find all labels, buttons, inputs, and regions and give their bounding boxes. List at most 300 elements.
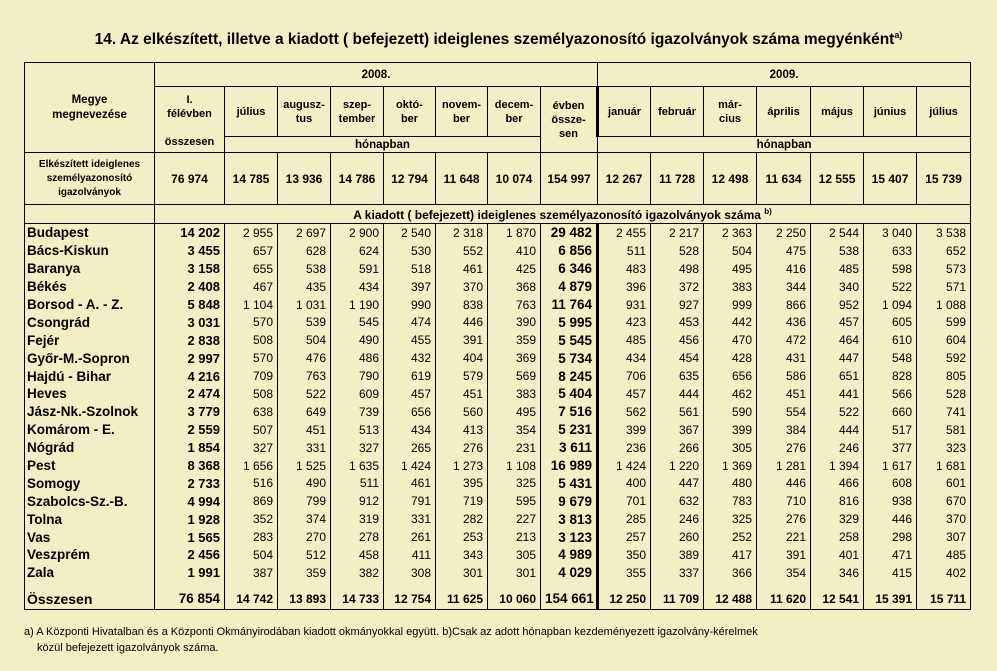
cell-value: 1 424 xyxy=(598,457,651,475)
cell-value: 799 xyxy=(278,492,331,510)
cell-value: 655 xyxy=(225,260,278,278)
cell-value: 451 xyxy=(278,421,331,439)
cell-value: 8 245 xyxy=(541,367,598,385)
prepared-value: 13 936 xyxy=(278,153,331,205)
cell-value: 1 088 xyxy=(917,296,971,314)
total-value: 11 625 xyxy=(436,588,488,610)
cell-value: 539 xyxy=(278,313,331,331)
cell-value: 522 xyxy=(864,278,917,296)
table-row xyxy=(25,242,971,260)
month-unit-2008: hónapban xyxy=(225,137,541,153)
cell-value: 455 xyxy=(384,331,436,349)
cell-value: 329 xyxy=(811,510,864,528)
cell-value: 3 031 xyxy=(155,313,225,331)
county-name: Zala xyxy=(25,564,155,582)
cell-value: 451 xyxy=(436,385,488,403)
cell-value: 569 xyxy=(488,367,541,385)
cell-value: 257 xyxy=(598,528,651,546)
cell-value: 472 xyxy=(757,331,811,349)
cell-value: 1 108 xyxy=(488,457,541,475)
total-value: 76 854 xyxy=(155,588,225,610)
cell-value: 508 xyxy=(225,331,278,349)
table-row xyxy=(25,224,971,242)
cell-value: 391 xyxy=(757,546,811,564)
cell-value: 252 xyxy=(704,528,757,546)
county-name: Szabolcs-Sz.-B. xyxy=(25,492,155,510)
cell-value: 462 xyxy=(704,385,757,403)
month-unit-2009: hónapban xyxy=(598,137,971,153)
month-2008-header: július xyxy=(225,87,278,137)
cell-value: 344 xyxy=(757,278,811,296)
year-2009-header: 2009. xyxy=(598,63,971,87)
cell-value: 610 xyxy=(864,331,917,349)
total-value: 12 250 xyxy=(598,588,651,610)
cell-value: 474 xyxy=(384,313,436,331)
table-row xyxy=(25,564,971,582)
cell-value: 2 250 xyxy=(757,224,811,242)
cell-value: 3 040 xyxy=(864,224,917,242)
cell-value: 1 104 xyxy=(225,296,278,314)
prepared-value: 12 555 xyxy=(811,153,864,205)
cell-value: 660 xyxy=(864,403,917,421)
cell-value: 1 681 xyxy=(917,457,971,475)
cell-value: 1 031 xyxy=(278,296,331,314)
cell-value: 739 xyxy=(331,403,384,421)
prepared-value: 11 728 xyxy=(651,153,704,205)
cell-value: 2 733 xyxy=(155,474,225,492)
cell-value: 2 838 xyxy=(155,331,225,349)
cell-value: 652 xyxy=(917,242,971,260)
cell-value: 399 xyxy=(598,421,651,439)
cell-value: 518 xyxy=(384,260,436,278)
table-row xyxy=(25,278,971,296)
cell-value: 451 xyxy=(757,385,811,403)
cell-value: 638 xyxy=(225,403,278,421)
cell-value: 2 318 xyxy=(436,224,488,242)
cell-value: 402 xyxy=(917,564,971,582)
cell-value: 305 xyxy=(704,439,757,457)
cell-value: 391 xyxy=(436,331,488,349)
cell-value: 522 xyxy=(278,385,331,403)
table-row xyxy=(25,349,971,367)
cell-value: 270 xyxy=(278,528,331,546)
cell-value: 1 870 xyxy=(488,224,541,242)
cell-value: 2 455 xyxy=(598,224,651,242)
cell-value: 368 xyxy=(488,278,541,296)
cell-value: 548 xyxy=(864,349,917,367)
cell-value: 464 xyxy=(811,331,864,349)
cell-value: 3 779 xyxy=(155,403,225,421)
cell-value: 431 xyxy=(757,349,811,367)
cell-value: 670 xyxy=(917,492,971,510)
cell-value: 838 xyxy=(436,296,488,314)
footnote-line-1: a) A Központi Hivatalban és a Központi Okmányirodában kiadott okmányokkal együtt. b)Csak az adott hónapban kezdeményezett igazolvány-kérelmek xyxy=(24,626,758,638)
cell-value: 2 900 xyxy=(331,224,384,242)
cell-value: 1 190 xyxy=(331,296,384,314)
total-value: 11 620 xyxy=(757,588,811,610)
cell-value: 258 xyxy=(811,528,864,546)
table-row xyxy=(25,313,971,331)
table-row xyxy=(25,260,971,278)
cell-value: 570 xyxy=(225,313,278,331)
table-row xyxy=(25,367,971,385)
cell-value: 598 xyxy=(864,260,917,278)
cell-value: 337 xyxy=(651,564,704,582)
cell-value: 701 xyxy=(598,492,651,510)
cell-value: 573 xyxy=(917,260,971,278)
cell-value: 5 734 xyxy=(541,349,598,367)
cell-value: 706 xyxy=(598,367,651,385)
table-row xyxy=(25,296,971,314)
cell-value: 783 xyxy=(704,492,757,510)
prepared-value: 15 739 xyxy=(917,153,971,205)
cell-value: 434 xyxy=(384,421,436,439)
cell-value: 436 xyxy=(757,313,811,331)
cell-value: 253 xyxy=(436,528,488,546)
cell-value: 1 394 xyxy=(811,457,864,475)
county-name: Fejér xyxy=(25,331,155,349)
cell-value: 307 xyxy=(917,528,971,546)
cell-value: 265 xyxy=(384,439,436,457)
cell-value: 413 xyxy=(436,421,488,439)
cell-value: 476 xyxy=(278,349,331,367)
cell-value: 331 xyxy=(384,510,436,528)
cell-value: 466 xyxy=(811,474,864,492)
county-name: Jász-Nk.-Szolnok xyxy=(25,403,155,421)
cell-value: 390 xyxy=(488,313,541,331)
total-value: 14 742 xyxy=(225,588,278,610)
cell-value: 516 xyxy=(225,474,278,492)
cell-value: 4 879 xyxy=(541,278,598,296)
cell-value: 1 656 xyxy=(225,457,278,475)
table-row xyxy=(25,474,971,492)
cell-value: 350 xyxy=(598,546,651,564)
cell-value: 952 xyxy=(811,296,864,314)
month-2008-header: decem- ber xyxy=(488,87,541,137)
total-value: 15 391 xyxy=(864,588,917,610)
cell-value: 475 xyxy=(757,242,811,260)
cell-value: 656 xyxy=(704,367,757,385)
cell-value: 16 989 xyxy=(541,457,598,475)
cell-value: 446 xyxy=(757,474,811,492)
cell-value: 5 404 xyxy=(541,385,598,403)
cell-value: 447 xyxy=(811,349,864,367)
cell-value: 325 xyxy=(704,510,757,528)
table-row xyxy=(25,331,971,349)
cell-value: 1 854 xyxy=(155,439,225,457)
county-name: Bács-Kiskun xyxy=(25,242,155,260)
cell-value: 517 xyxy=(864,421,917,439)
cell-value: 554 xyxy=(757,403,811,421)
cell-value: 383 xyxy=(704,278,757,296)
cell-value: 4 994 xyxy=(155,492,225,510)
cell-value: 504 xyxy=(225,546,278,564)
cell-value: 470 xyxy=(704,331,757,349)
cell-value: 446 xyxy=(436,313,488,331)
cell-value: 2 544 xyxy=(811,224,864,242)
prepared-value: 12 498 xyxy=(704,153,757,205)
cell-value: 213 xyxy=(488,528,541,546)
cell-value: 359 xyxy=(488,331,541,349)
county-header: Megye megnevezése xyxy=(25,63,155,153)
cell-value: 399 xyxy=(704,421,757,439)
month-2009-header: január xyxy=(598,87,651,137)
month-2008-header: augusz- tus xyxy=(278,87,331,137)
cell-value: 912 xyxy=(331,492,384,510)
table-row xyxy=(25,439,971,457)
prepared-value: 76 974 xyxy=(155,153,225,205)
cell-value: 366 xyxy=(704,564,757,582)
cell-value: 3 455 xyxy=(155,242,225,260)
cell-value: 619 xyxy=(384,367,436,385)
county-name: Borsod - A. - Z. xyxy=(25,296,155,314)
cell-value: 301 xyxy=(488,564,541,582)
total-value: 154 661 xyxy=(541,588,598,610)
cell-value: 355 xyxy=(598,564,651,582)
total-value: 12 488 xyxy=(704,588,757,610)
cell-value: 498 xyxy=(651,260,704,278)
cell-value: 442 xyxy=(704,313,757,331)
cell-value: 566 xyxy=(864,385,917,403)
table-row xyxy=(25,546,971,564)
cell-value: 447 xyxy=(651,474,704,492)
cell-value: 382 xyxy=(331,564,384,582)
cell-value: 298 xyxy=(864,528,917,546)
cell-value: 2 697 xyxy=(278,224,331,242)
cell-value: 605 xyxy=(864,313,917,331)
cell-value: 635 xyxy=(651,367,704,385)
cell-value: 2 559 xyxy=(155,421,225,439)
total-value: 12 541 xyxy=(811,588,864,610)
cell-value: 5 231 xyxy=(541,421,598,439)
cell-value: 343 xyxy=(436,546,488,564)
prepared-label: Elkészített ideiglenes személyazonosító igazolványok xyxy=(25,153,155,205)
cell-value: 454 xyxy=(651,349,704,367)
cell-value: 453 xyxy=(651,313,704,331)
cell-value: 331 xyxy=(278,439,331,457)
cell-value: 446 xyxy=(864,510,917,528)
cell-value: 1 281 xyxy=(757,457,811,475)
cell-value: 370 xyxy=(917,510,971,528)
cell-value: 467 xyxy=(225,278,278,296)
cell-value: 504 xyxy=(278,331,331,349)
cell-value: 7 516 xyxy=(541,403,598,421)
cell-value: 434 xyxy=(598,349,651,367)
cell-value: 513 xyxy=(331,421,384,439)
cell-value: 411 xyxy=(384,546,436,564)
cell-value: 709 xyxy=(225,367,278,385)
month-2009-header: már- cius xyxy=(704,87,757,137)
cell-value: 5 848 xyxy=(155,296,225,314)
cell-value: 511 xyxy=(598,242,651,260)
data-table xyxy=(24,62,971,610)
cell-value: 2 363 xyxy=(704,224,757,242)
cell-value: 2 540 xyxy=(384,224,436,242)
cell-value: 1 424 xyxy=(384,457,436,475)
cell-value: 480 xyxy=(704,474,757,492)
cell-value: 1 369 xyxy=(704,457,757,475)
cell-value: 428 xyxy=(704,349,757,367)
county-name: Budapest xyxy=(25,224,155,242)
cell-value: 260 xyxy=(651,528,704,546)
cell-value: 9 679 xyxy=(541,492,598,510)
county-name: Vas xyxy=(25,528,155,546)
cell-value: 990 xyxy=(384,296,436,314)
cell-value: 2 456 xyxy=(155,546,225,564)
cell-value: 1 928 xyxy=(155,510,225,528)
cell-value: 591 xyxy=(331,260,384,278)
cell-value: 3 123 xyxy=(541,528,598,546)
cell-value: 425 xyxy=(488,260,541,278)
half-year-header: I. félévben összesen xyxy=(155,87,225,153)
table-row xyxy=(25,528,971,546)
cell-value: 538 xyxy=(811,242,864,260)
cell-value: 649 xyxy=(278,403,331,421)
cell-value: 999 xyxy=(704,296,757,314)
cell-value: 434 xyxy=(331,278,384,296)
cell-value: 354 xyxy=(488,421,541,439)
cell-value: 410 xyxy=(488,242,541,260)
prepared-value: 14 785 xyxy=(225,153,278,205)
cell-value: 485 xyxy=(917,546,971,564)
annual-total-header: évben össze- sen xyxy=(541,87,598,153)
cell-value: 570 xyxy=(225,349,278,367)
cell-value: 327 xyxy=(225,439,278,457)
cell-value: 400 xyxy=(598,474,651,492)
cell-value: 5 431 xyxy=(541,474,598,492)
cell-value: 560 xyxy=(436,403,488,421)
cell-value: 444 xyxy=(651,385,704,403)
cell-value: 441 xyxy=(811,385,864,403)
county-name: Győr-M.-Sopron xyxy=(25,349,155,367)
cell-value: 354 xyxy=(757,564,811,582)
total-value: 14 733 xyxy=(331,588,384,610)
county-name: Komárom - E. xyxy=(25,421,155,439)
cell-value: 395 xyxy=(436,474,488,492)
cell-value: 3 158 xyxy=(155,260,225,278)
total-value: 10 060 xyxy=(488,588,541,610)
cell-value: 657 xyxy=(225,242,278,260)
cell-value: 530 xyxy=(384,242,436,260)
cell-value: 5 545 xyxy=(541,331,598,349)
cell-value: 538 xyxy=(278,260,331,278)
cell-value: 423 xyxy=(598,313,651,331)
month-2009-header: július xyxy=(917,87,971,137)
cell-value: 283 xyxy=(225,528,278,546)
county-name: Hajdú - Bihar xyxy=(25,367,155,385)
cell-value: 485 xyxy=(811,260,864,278)
cell-value: 3 611 xyxy=(541,439,598,457)
county-name: Tolna xyxy=(25,510,155,528)
cell-value: 486 xyxy=(331,349,384,367)
cell-value: 581 xyxy=(917,421,971,439)
total-value: 11 709 xyxy=(651,588,704,610)
cell-value: 490 xyxy=(331,331,384,349)
month-2009-header: június xyxy=(864,87,917,137)
cell-value: 869 xyxy=(225,492,278,510)
prepared-value: 12 794 xyxy=(384,153,436,205)
month-2008-header: szep- tember xyxy=(331,87,384,137)
cell-value: 599 xyxy=(917,313,971,331)
cell-value: 397 xyxy=(384,278,436,296)
cell-value: 4 989 xyxy=(541,546,598,564)
prepared-value: 10 074 xyxy=(488,153,541,205)
cell-value: 457 xyxy=(384,385,436,403)
month-2009-header: május xyxy=(811,87,864,137)
cell-value: 11 764 xyxy=(541,296,598,314)
cell-value: 340 xyxy=(811,278,864,296)
cell-value: 490 xyxy=(278,474,331,492)
cell-value: 236 xyxy=(598,439,651,457)
cell-value: 29 482 xyxy=(541,224,598,242)
cell-value: 483 xyxy=(598,260,651,278)
cell-value: 2 474 xyxy=(155,385,225,403)
cell-value: 504 xyxy=(704,242,757,260)
cell-value: 301 xyxy=(436,564,488,582)
cell-value: 528 xyxy=(651,242,704,260)
cell-value: 319 xyxy=(331,510,384,528)
table-title: 14. Az elkészített, illetve a kiadott ( befejezett) ideiglenes személyazonosító igazolványok száma megyénként$^{a)}$ xyxy=(94,30,903,49)
cell-value: 511 xyxy=(331,474,384,492)
cell-value: 791 xyxy=(384,492,436,510)
cell-value: 227 xyxy=(488,510,541,528)
cell-value: 763 xyxy=(488,296,541,314)
cell-value: 522 xyxy=(811,403,864,421)
table-row xyxy=(25,385,971,403)
cell-value: 579 xyxy=(436,367,488,385)
cell-value: 4 029 xyxy=(541,564,598,582)
cell-value: 416 xyxy=(757,260,811,278)
cell-value: 1 220 xyxy=(651,457,704,475)
cell-value: 389 xyxy=(651,546,704,564)
county-name: Pest xyxy=(25,457,155,475)
cell-value: 512 xyxy=(278,546,331,564)
cell-value: 417 xyxy=(704,546,757,564)
cell-value: 435 xyxy=(278,278,331,296)
prepared-value: 154 997 xyxy=(541,153,598,205)
cell-value: 456 xyxy=(651,331,704,349)
table-row xyxy=(25,421,971,439)
cell-value: 2 955 xyxy=(225,224,278,242)
cell-value: 586 xyxy=(757,367,811,385)
cell-value: 562 xyxy=(598,403,651,421)
cell-value: 632 xyxy=(651,492,704,510)
county-name: Csongrád xyxy=(25,313,155,331)
cell-value: 404 xyxy=(436,349,488,367)
cell-value: 266 xyxy=(651,439,704,457)
cell-value: 415 xyxy=(864,564,917,582)
cell-value: 495 xyxy=(488,403,541,421)
county-name: Nógrád xyxy=(25,439,155,457)
cell-value: 601 xyxy=(917,474,971,492)
cell-value: 571 xyxy=(917,278,971,296)
county-name: Somogy xyxy=(25,474,155,492)
cell-value: 3 538 xyxy=(917,224,971,242)
month-2009-header: február xyxy=(651,87,704,137)
county-name: Heves xyxy=(25,385,155,403)
cell-value: 507 xyxy=(225,421,278,439)
cell-value: 396 xyxy=(598,278,651,296)
footnote-line-2: közül befejezett igazolványok száma. xyxy=(37,642,219,654)
cell-value: 545 xyxy=(331,313,384,331)
cell-value: 346 xyxy=(811,564,864,582)
cell-value: 276 xyxy=(757,510,811,528)
cell-value: 377 xyxy=(864,439,917,457)
cell-value: 528 xyxy=(917,385,971,403)
prepared-value: 11 648 xyxy=(436,153,488,205)
prepared-value: 11 634 xyxy=(757,153,811,205)
cell-value: 552 xyxy=(436,242,488,260)
